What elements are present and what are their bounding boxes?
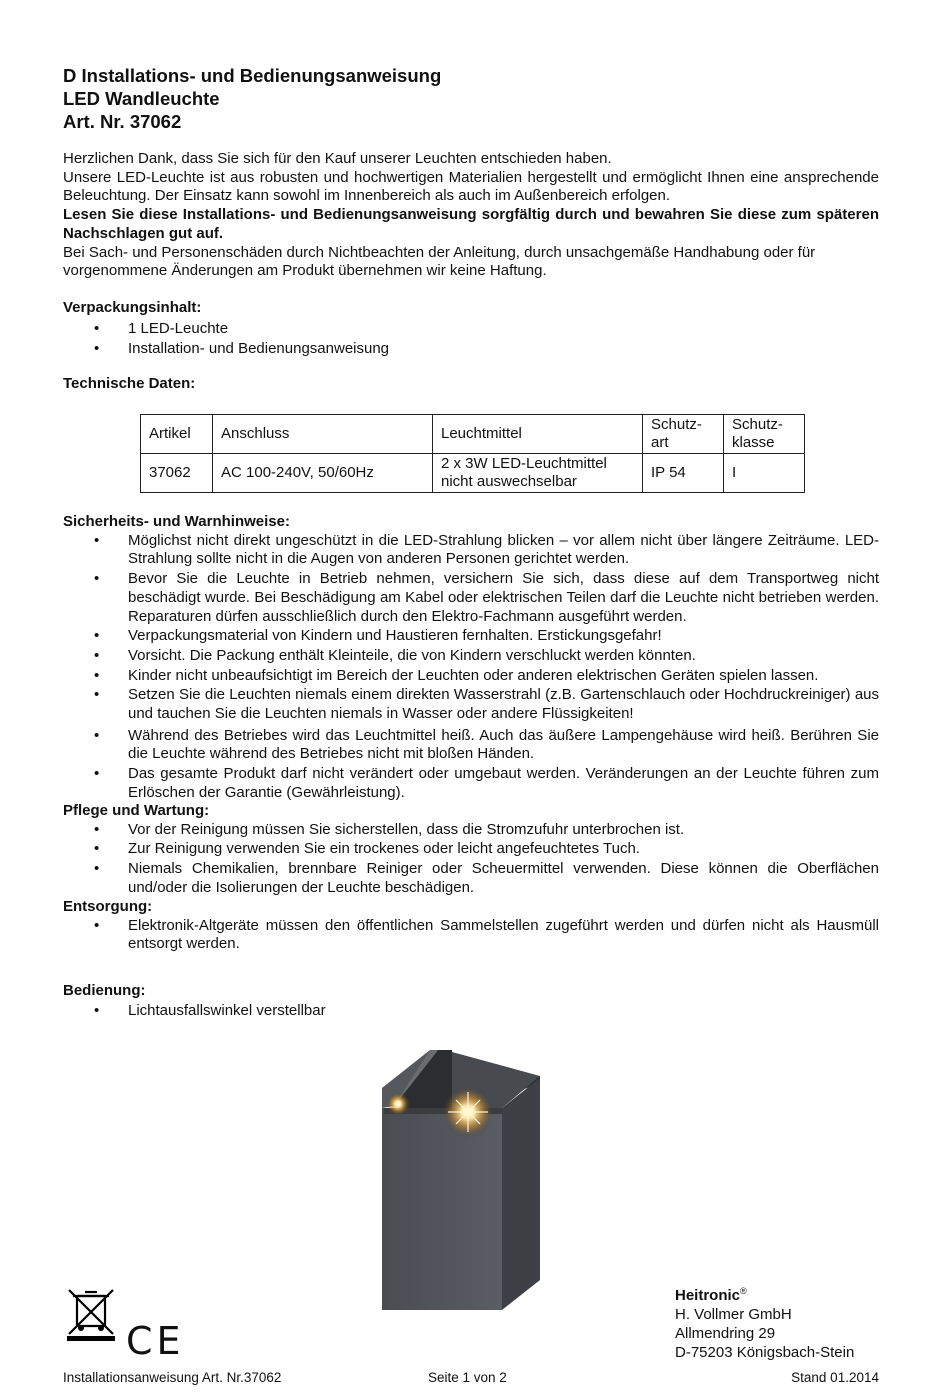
company-street: Allmendring 29 [675, 1325, 776, 1342]
table-cell: IP 54 [643, 454, 724, 493]
document-title [63, 64, 441, 133]
list-item: • Setzen Sie die Leuchten niemals einem direkten Wasserstrahl (z.B. Gartenschlauch oder Hochdruckreiniger) aus und tauchen Sie die Leuchten niemals in Wasser oder andere Flüssigkeiten! [63, 686, 879, 723]
care-section [63, 802, 879, 898]
list-item: • Kinder nicht unbeaufsichtigt im Bereich der Leuchten oder anderen elektrischen Geräten spielen lassen. [63, 667, 879, 686]
table-header-cell: Schutz- klasse [724, 415, 805, 454]
list-item: • Zur Reinigung verwenden Sie ein trockenes oder leicht angefeuchtetes Tuch. [63, 840, 879, 859]
tech-heading: Technische Daten: [63, 375, 196, 392]
intro-liability: Bei Sach- und Personenschäden durch Nichtbeachten der Anleitung, durch unsachgemäße Handhabung oder für vorgenommene Änderungen am Produkt übernehmen wir keine Haftung. [63, 243, 816, 280]
packaging-heading: Verpackungsinhalt: [63, 299, 202, 316]
safety-section [63, 513, 879, 803]
ce-mark-text: CE [126, 1319, 185, 1363]
list-item: • Möglichst nicht direkt ungeschützt in die LED-Strahlung blicken – vor allem nicht über längere Zeiträume. LED-Strahlung sollte nicht in die Augen von anderen Personen gerichtet werden. [63, 532, 879, 569]
footer-date: Stand 01.2014 [791, 1370, 879, 1385]
company-brand: Heitronic [675, 1287, 741, 1304]
registered-mark: ® [740, 1286, 747, 1296]
list-item: • Elektronik-Altgeräte müssen den öffentlichen Sammelstellen zugeführt werden und dürfen nicht als Hausmüll entsorgt werden. [63, 917, 879, 954]
disposal-heading: Entsorgung: [63, 898, 153, 915]
title-line-3: Art. Nr. 37062 [63, 111, 182, 132]
list-item: • Das gesamte Produkt darf nicht verändert oder umgebaut werden. Veränderungen an der Leuchte führen zum Erlöschen der Garantie (Gewährleistung). [63, 765, 879, 802]
company-name: H. Vollmer GmbH [675, 1306, 792, 1323]
table-cell: I [724, 454, 805, 493]
intro-section [63, 150, 879, 281]
table-header-cell: Schutz- art [643, 415, 724, 454]
company-city: D-75203 Königsbach-Stein [675, 1344, 855, 1361]
intro-read-notice: Lesen Sie diese Installations- und Bedienungsanweisung sorgfältig durch und bewahren Sie diese zum späteren Nachschlagen gut auf. [63, 206, 879, 242]
table-header-cell: Artikel [141, 415, 213, 454]
list-item: • 1 LED-Leuchte [63, 319, 879, 339]
list-item: • Verpackungsmaterial von Kindern und Haustieren fernhalten. Erstickungsgefahr! [63, 627, 879, 646]
table-header-cell: Leuchtmittel [433, 415, 643, 454]
packaging-section [63, 299, 879, 359]
intro-thanks: Herzlichen Dank, dass Sie sich für den Kauf unserer Leuchten entschieden haben. [63, 150, 612, 167]
tech-table [140, 414, 805, 493]
list-item: • Vor der Reinigung müssen Sie sicherstellen, dass die Stromzufuhr unterbrochen ist. [63, 821, 879, 840]
disposal-section [63, 898, 879, 954]
list-item: • Vorsicht. Die Packung enthält Kleinteile, die von Kindern verschluckt werden könnten. [63, 647, 879, 666]
table-cell: 2 x 3W LED-Leuchtmittel nicht auswechselbar [433, 454, 643, 493]
care-heading: Pflege und Wartung: [63, 802, 210, 819]
footer-doc-name: Installationsanweisung Art. Nr.37062 [63, 1370, 282, 1385]
product-image [372, 1048, 540, 1310]
intro-description: Unsere LED-Leuchte ist aus robusten und hochwertigen Materialien hergestellt und ermöglicht Ihnen eine ansprechende Beleuchtung. Der Einsatz kann sowohl im Innenbereich als auch im Außenbereich erfolgen. [63, 168, 879, 205]
table-header-cell: Anschluss [213, 415, 433, 454]
operation-section [63, 982, 879, 1020]
safety-heading: Sicherheits- und Warnhinweise: [63, 513, 290, 530]
title-line-1: D Installations- und Bedienungsanweisung [63, 65, 442, 86]
list-item: • Während des Betriebes wird das Leuchtmittel heiß. Auch das äußere Lampengehäuse wird heiß. Berühren Sie die Leuchte während des Betriebes nicht mit bloßen Händen. [63, 727, 879, 764]
table-header-row [141, 415, 805, 454]
table-cell: AC 100-240V, 50/60Hz [213, 454, 433, 493]
title-line-2: LED Wandleuchte [63, 88, 220, 109]
list-item: • Bevor Sie die Leuchte in Betrieb nehmen, versichern Sie sich, dass diese auf dem Transportweg nicht beschädigt wurde. Bei Beschädigung am Kabel oder elektrischen Teilen darf die Leuchte nicht betrieben werden. Reparaturen dürfen ausschließlich durch den Elektro-Fachmann ausgeführt werden. [63, 570, 879, 626]
operation-heading: Bedienung: [63, 982, 146, 999]
table-cell: 37062 [141, 454, 213, 493]
list-item: • Niemals Chemikalien, brennbare Reiniger oder Scheuermittel verwenden. Diese können die Oberflächen und/oder die Isolierungen der Leuchte beschädigen. [63, 860, 879, 897]
list-item: • Installation- und Bedienungsanweisung [63, 339, 879, 359]
company-address [675, 1282, 854, 1362]
list-item: • Lichtausfallswinkel verstellbar [63, 1002, 879, 1021]
table-row [141, 454, 805, 493]
weee-bin-icon [63, 1286, 119, 1342]
ce-mark-icon [126, 1319, 185, 1363]
footer-page-number: Seite 1 von 2 [428, 1370, 507, 1385]
